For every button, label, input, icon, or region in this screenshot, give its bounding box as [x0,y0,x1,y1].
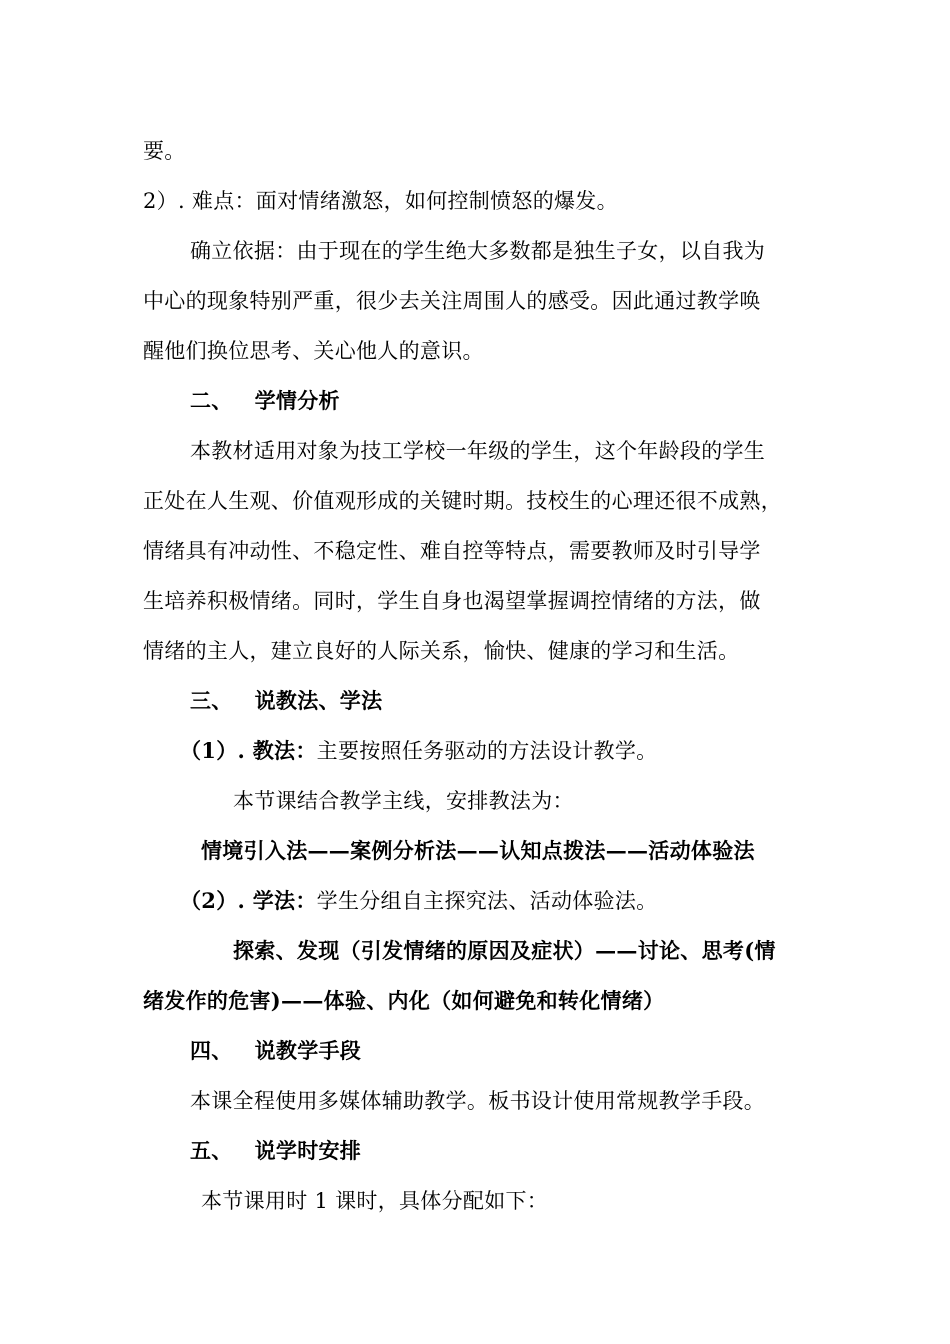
paragraph-line: 本节课结合教学主线，安排教法为： [233,789,574,813]
teaching-method-label: （1）. 教法： [180,738,317,763]
heading-number: 三、 [190,688,233,713]
paragraph-line: 情绪的主人，建立良好的人际关系，愉快、健康的学习和生活。 [143,639,740,663]
learning-method-text: 学生分组自主探究法、活动体验法。 [316,889,658,913]
paragraph-line: 确立依据：由于现在的学生绝大多数都是独生子女，以自我为 [190,239,766,263]
paragraph-line: 本课全程使用多媒体辅助教学。板书设计使用常规教学手段。 [190,1089,766,1113]
paragraph-line: 中心的现象特别严重，很少去关注周围人的感受。因此通过教学唤 [143,289,761,313]
section-heading-4 [190,1038,361,1064]
paragraph-line: 本节课用时 1 课时，具体分配如下： [201,1189,549,1213]
heading-title: 学情分析 [254,388,340,413]
heading-number: 二、 [190,388,233,413]
paragraph-line: 要。 [143,139,186,163]
section-heading-2 [190,388,340,414]
heading-title: 说学时安排 [254,1138,362,1163]
paragraph-line: 情绪具有冲动性、不稳定性、难自控等特点，需要教师及时引导学 [143,539,761,563]
paragraph-line: 生培养积极情绪。同时，学生自身也渴望掌握调控情绪的方法，做 [143,589,761,613]
method-sequence: 情境引入法——案例分析法——认知点拨法——活动体验法 [201,838,755,863]
learning-method-label: （2）. 学法： [180,888,317,913]
paragraph-line: 醒他们换位思考、关心他人的意识。 [143,339,484,363]
learning-method-line [180,888,657,914]
teaching-method-text: 主要按照任务驱动的方法设计教学。 [316,739,658,763]
section-heading-3 [190,688,382,714]
paragraph-line: 正处在人生观、价值观形成的关键时期。技校生的心理还很不成熟， [143,489,782,513]
heading-number: 四、 [190,1038,233,1063]
paragraph-line: 本教材适用对象为技工学校一年级的学生，这个年龄段的学生 [190,439,766,463]
paragraph-difficulty: 2）. 难点：面对情绪激怒，如何控制愤怒的爆发。 [143,189,618,213]
learning-sequence-line: 绪发作的危害)——体验、内化（如何避免和转化情绪） [143,988,665,1013]
teaching-method-line [180,738,657,764]
learning-sequence-line: 探索、发现（引发情绪的原因及症状）——讨论、思考(情 [233,938,776,963]
section-heading-5 [190,1138,361,1164]
heading-title: 说教法、学法 [254,688,383,713]
heading-number: 五、 [190,1138,233,1163]
heading-title: 说教学手段 [254,1038,362,1063]
